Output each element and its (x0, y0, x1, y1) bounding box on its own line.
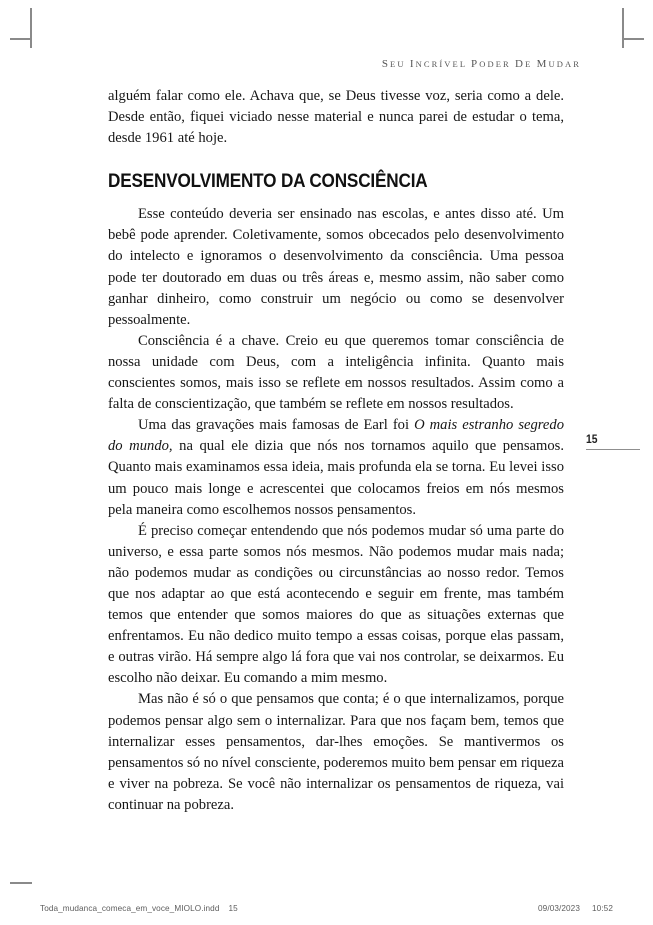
section-heading: DESENVOLVIMENTO DA CONSCIÊNCIA (108, 170, 428, 193)
folio (586, 434, 646, 450)
page-number: 15 (586, 434, 598, 446)
paragraph-4: É preciso começar entendendo que nós podemos mudar só uma parte do universo, e essa parte somos nós mesmos. Não podemos mudar mais nada; não podemos mudar as condições ou circunstâncias ao nosso redor. Temos que nos adaptar ao que está acontecendo e seguir em frente, mas também temos que entender que somos maiores do que as situações externas que enfrentamos. Eu não dedico muito tempo a essas coisas, porque elas passam, e outras virão. Há sempre algo lá fora que vai nos controlar, se deixarmos. Eu escolho não deixar. Eu comando a mim mesmo. (108, 522, 564, 687)
proof-slug-left (40, 904, 238, 913)
paragraph-1: Esse conteúdo deveria ser ensinado nas escolas, e antes disso até. Um bebê pode aprender. Coletivamente, somos obcecados pelo desenvolvimento do intelecto e ignoramos o desenvolvimento da consciência. Uma pessoa pode ter doutorado em duas ou três áreas e, mesmo assim, não saber como ganhar dinheiro, como construir um negócio ou como se desenvolver pessoalmente. (108, 206, 564, 328)
crop-mark-top-left-horizontal (10, 38, 32, 40)
slug-time: 10:52 (592, 904, 613, 913)
running-header: SEU INCRÍVEL PODER DE MUDAR (381, 58, 581, 70)
slug-filename: Toda_mudanca_comeca_em_voce_MIOLO.indd (40, 904, 220, 913)
slug-file-page: 15 (228, 904, 238, 913)
crop-mark-bottom-left-horizontal (10, 882, 32, 884)
proof-slug-right (538, 904, 613, 913)
paragraph-3-with-italic-title (108, 415, 564, 520)
paragraph-continued: alguém falar como ele. Achava que, se Deus tivesse voz, seria como a dele. Desde então, fiquei viciado nesse material e nunca parei de estudar o tema, desde 1961 até hoje. (108, 88, 564, 147)
proof-slug (40, 904, 613, 913)
paragraph-2: Consciência é a chave. Creio eu que queremos tomar consciência de nossa unidade com Deus, com a inteligência infinita. Quanto mais conscientes somos, mais isso se reflete em nossos resultados. Assim como a falta de conscientização, que também se reflete em nossos resultados. (108, 332, 564, 413)
section-heading-wrap (108, 170, 564, 192)
paragraph-5: Mas não é só o que pensamos que conta; é o que internalizamos, porque podemos pensar algo sem o internalizar. Para que nos façam bem, temos que internalizar esses pensamentos, dar-lhes emoções. Se mantivermos os pensamentos só no nível consciente, poderemos muito bem pensar em riqueza e viver na pobreza. Se você não internalizar os pensamentos de riqueza, vai continuar na pobreza. (108, 691, 564, 813)
slug-date: 09/03/2023 (538, 904, 580, 913)
crop-mark-top-left-vertical (30, 8, 32, 48)
book-title-italic: O mais estranho segredo do mundo, (108, 417, 564, 455)
italic-para-tail: na qual ele dizia que nós nos tornamos aquilo que pensamos. Quanto mais examinamos essa ideia, mais profunda ela se torna. Eu levei isso um pouco mais longe e acrescentei que colocamos freios em nós mesmos pela maneira como escolhemos nossos pensamentos. (108, 438, 564, 518)
text-block (108, 86, 564, 816)
crop-mark-top-right-horizontal (622, 38, 644, 40)
italic-para-lead: Uma das gravações mais famosas de Earl foi (138, 417, 415, 434)
folio-rule (586, 449, 640, 450)
crop-mark-top-right-vertical (622, 8, 624, 48)
